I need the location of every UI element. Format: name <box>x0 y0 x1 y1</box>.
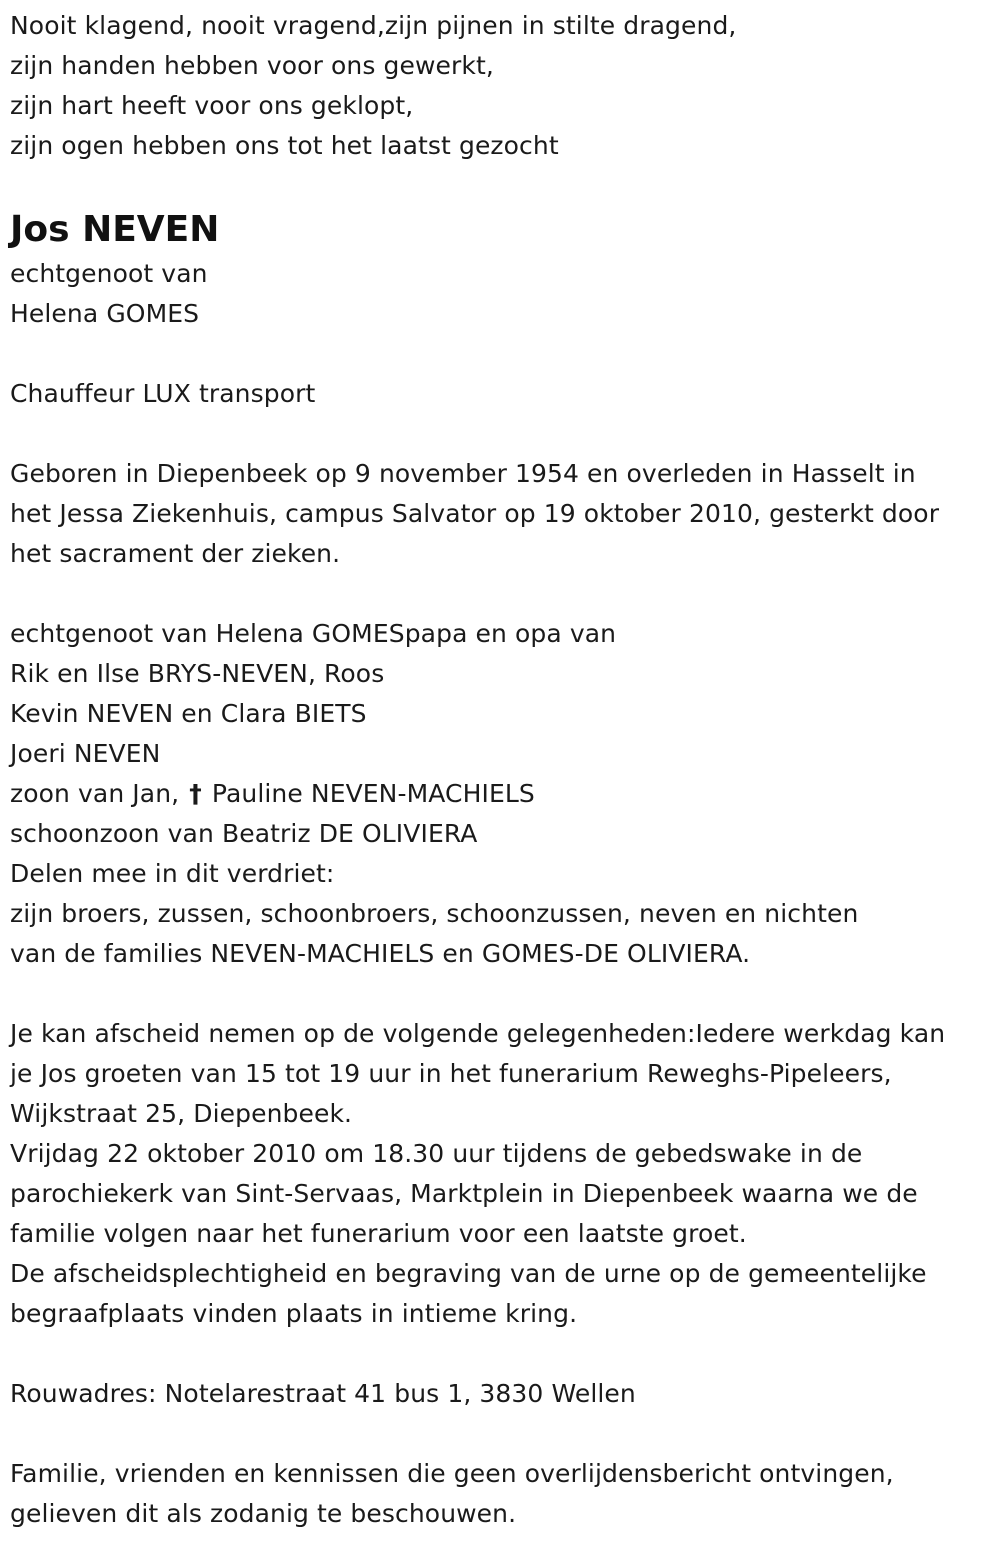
spacer <box>10 334 1000 374</box>
birth-death-line: het Jessa Ziekenhuis, campus Salvator op 19 oktober 2010, gesterkt door <box>10 499 940 528</box>
family-line: echtgenoot van Helena GOMESpapa en opa van <box>10 619 617 648</box>
farewell-line: familie volgen naar het funerarium voor een laatste groet. <box>10 1219 747 1248</box>
family-line <box>10 774 1000 814</box>
farewell-line: parochiekerk van Sint-Servaas, Marktplein in Diepenbeek waarna we de <box>10 1179 918 1208</box>
family-line: Joeri NEVEN <box>10 739 161 768</box>
family-line: Delen mee in dit verdriet: <box>10 859 335 888</box>
cross-icon: † <box>189 779 202 808</box>
family-line: zijn broers, zussen, schoonbroers, schoonzussen, neven en nichten <box>10 899 859 928</box>
spacer <box>10 1334 1000 1374</box>
farewell-line: begraafplaats vinden plaats in intieme kring. <box>10 1299 578 1328</box>
family-line: van de families NEVEN-MACHIELS en GOMES-DE OLIVIERA. <box>10 939 751 968</box>
parents-suffix: Pauline NEVEN-MACHIELS <box>211 779 535 808</box>
poem-line: Nooit klagend, nooit vragend,zijn pijnen in stilte dragend, <box>10 11 737 40</box>
farewell-line: Vrijdag 22 oktober 2010 om 18.30 uur tijdens de gebedswake in de <box>10 1139 863 1168</box>
mourning-address: Rouwadres: Notelarestraat 41 bus 1, 3830 Wellen <box>10 1379 636 1408</box>
farewell-line: De afscheidsplechtigheid en begraving van de urne op de gemeentelijke <box>10 1259 927 1288</box>
spacer <box>10 166 1000 206</box>
farewell-line: Wijkstraat 25, Diepenbeek. <box>10 1099 353 1128</box>
spacer <box>10 1414 1000 1454</box>
spouse-line: echtgenoot van <box>10 259 208 288</box>
spacer <box>10 414 1000 454</box>
family-line: schoonzoon van Beatriz DE OLIVIERA <box>10 819 478 848</box>
poem-line: zijn ogen hebben ons tot het laatst gezocht <box>10 131 559 160</box>
poem-section <box>10 6 1000 166</box>
poem-line: zijn handen hebben voor ons gewerkt, <box>10 51 494 80</box>
poem-line: zijn hart heeft voor ons geklopt, <box>10 91 414 120</box>
parents-prefix: zoon van Jan, <box>10 779 180 808</box>
spacer <box>10 974 1000 1014</box>
closing-line: Familie, vrienden en kennissen die geen overlijdensbericht ontvingen, <box>10 1459 894 1488</box>
birth-death-line: Geboren in Diepenbeek op 9 november 1954 en overleden in Hasselt in <box>10 459 916 488</box>
family-line: Rik en Ilse BRYS-NEVEN, Roos <box>10 659 385 688</box>
closing-line: gelieven dit als zodanig te beschouwen. <box>10 1499 517 1528</box>
farewell-line: Je kan afscheid nemen op de volgende gelegenheden:Iedere werkdag kan <box>10 1019 946 1048</box>
spacer <box>10 574 1000 614</box>
deceased-name: Jos NEVEN <box>10 209 220 250</box>
family-line: Kevin NEVEN en Clara BIETS <box>10 699 367 728</box>
birth-death-line: het sacrament der zieken. <box>10 539 341 568</box>
family-section <box>10 614 1000 974</box>
occupation: Chauffeur LUX transport <box>10 379 316 408</box>
farewell-section <box>10 1014 1000 1334</box>
spouse-name: Helena GOMES <box>10 299 200 328</box>
farewell-line: je Jos groeten van 15 tot 19 uur in het funerarium Reweghs-Pipeleers, <box>10 1059 892 1088</box>
birth-death-section <box>10 454 1000 574</box>
closing-section <box>10 1454 1000 1534</box>
